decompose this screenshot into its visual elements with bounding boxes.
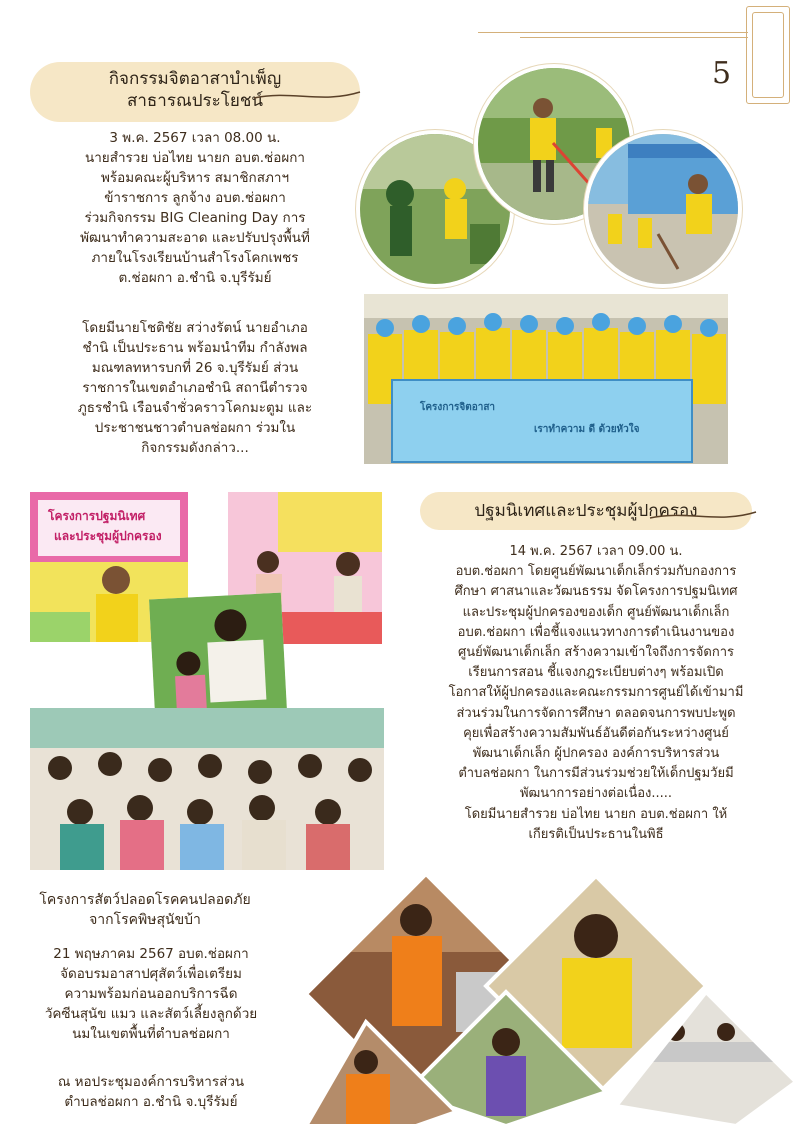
text-line: พร้อมคณะผู้บริหาร สมาชิกสภาฯ bbox=[100, 170, 290, 186]
text-line: ส่วนร่วมในการจัดการศึกษา ตลอดจนการพบปะพูด bbox=[456, 705, 736, 721]
orientation-photo-parent-child bbox=[149, 593, 287, 718]
cleaning-group-photo bbox=[364, 294, 728, 464]
text-line: วัคซีนสุนัข แมว และสัตว์เลี้ยงลูกด้วย bbox=[44, 1006, 258, 1022]
text-line: 3 พ.ค. 2567 เวลา 08.00 น. bbox=[109, 130, 281, 146]
section1-title-line2: สาธารณประโยชน์ bbox=[126, 91, 264, 111]
text-line: 14 พ.ค. 2567 เวลา 09.00 น. bbox=[509, 544, 683, 559]
text-line: ณ หอประชุมองค์การบริหารส่วน bbox=[57, 1074, 245, 1090]
top-deco-frame-inner bbox=[752, 12, 784, 98]
section2-para bbox=[400, 542, 792, 845]
section2-swoosh bbox=[648, 506, 758, 526]
text-line: โอกาสให้ผู้ปกครองและคณะกรรมการศูนย์ได้เข้ามามี bbox=[448, 685, 744, 701]
orientation-photo-parent-child-art bbox=[149, 593, 287, 718]
top-deco-line bbox=[478, 32, 748, 33]
text-line: นายสำรวย บ่อไทย นายก อบต.ช่อผกา bbox=[85, 150, 305, 166]
orientation-photo-audience bbox=[30, 708, 384, 870]
text-line: ชำนิ เป็นประธาน พร้อมนำทีม กำลังพล bbox=[82, 340, 308, 356]
section1-swoosh bbox=[252, 86, 362, 106]
section1-title-line1: กิจกรรมจิตอาสาบำเพ็ญ bbox=[108, 69, 282, 89]
top-deco-line-2 bbox=[520, 37, 748, 38]
text-line: 21 พฤษภาคม 2567 อบต.ช่อผกา bbox=[53, 946, 249, 962]
cleaning-banner-text-2: เราทำความ ดี ด้วยหัวใจ bbox=[534, 424, 640, 435]
text-line: ศึกษา ศาสนาและวัฒนธรรม จัดโครงการปฐมนิเทศ bbox=[454, 584, 738, 600]
orientation-banner-text-2: และประชุมผู้ปกครอง bbox=[54, 529, 162, 543]
text-line: ข้าราชการ ลูกจ้าง อบต.ช่อผกา bbox=[104, 190, 286, 206]
text-line: ภายในโรงเรียนบ้านสำโรงโคกเพชร bbox=[91, 250, 299, 266]
text-line: โดยมีนายสำรวย บ่อไทย นายก อบต.ช่อผกา ให้ bbox=[464, 806, 728, 822]
orientation-banner-text-1: โครงการปฐมนิเทศ bbox=[48, 509, 146, 523]
section3-para1 bbox=[6, 944, 296, 1044]
section3-para2 bbox=[6, 1072, 296, 1112]
text-line: โดยมีนายโชติชัย สว่างรัตน์ นายอำเภอ bbox=[82, 320, 308, 336]
cleaning-photo-circle-right bbox=[584, 130, 742, 288]
orientation-photo-audience-art bbox=[30, 708, 384, 870]
text-line: ความพร้อมก่อนออกบริการฉีด bbox=[64, 986, 238, 1002]
page-number: 5 bbox=[712, 56, 732, 91]
section3-title-line2: จากโรคพิษสุนัขบ้า bbox=[89, 912, 201, 928]
section3-title bbox=[10, 890, 280, 930]
text-line: ประชาชนชาวตำบลช่อผกา ร่วมใน bbox=[94, 420, 296, 436]
text-line: ตำบลช่อผกา ในการมีส่วนร่วมช่วยให้เด็กปฐมวัยมี bbox=[458, 766, 734, 782]
cleaning-photo-right-art bbox=[588, 134, 738, 284]
cleaning-banner-text-1: โครงการจิตอาสา bbox=[420, 402, 496, 413]
text-line: ภูธรชำนิ เรือนจำชั่วคราวโคกมะตูม และ bbox=[77, 400, 313, 416]
text-line: คุยเพื่อสร้างความสัมพันธ์อันดีต่อกันระหว่างศูนย์ bbox=[463, 725, 729, 741]
text-line: และประชุมผู้ปกครองของเด็ก ศูนย์พัฒนาเด็กเล็ก bbox=[462, 604, 730, 620]
section1-para2 bbox=[30, 318, 360, 458]
text-line: เกียรติเป็นประธานในพิธี bbox=[528, 826, 664, 842]
text-line: มณฑลทหารบกที่ 26 จ.บุรีรัมย์ ส่วน bbox=[91, 360, 299, 376]
text-line: พัฒนาการอย่างต่อเนื่อง..... bbox=[519, 786, 673, 802]
text-line: นมในเขตพื้นที่ตำบลช่อผกา bbox=[72, 1026, 230, 1042]
text-line: พัฒนาทำความสะอาด และปรับปรุงพื้นที่ bbox=[80, 230, 310, 246]
text-line: อบต.ช่อผกา เพื่อชี้แจงแนวทางการดำเนินงานของ bbox=[457, 624, 735, 640]
text-line: พัฒนาเด็กเล็ก ผู้ปกครอง องค์การบริหารส่วน bbox=[472, 746, 720, 762]
text-line: กิจกรรมดังกล่าว... bbox=[141, 440, 249, 456]
text-line: ต.ช่อผกา อ.ชำนิ จ.บุรีรัมย์ bbox=[118, 270, 272, 286]
section2-title: ปฐมนิเทศและประชุมผู้ปกครอง bbox=[474, 501, 698, 521]
text-line: ราชการในเขตอำเภอชำนิ สถานีตำรวจ bbox=[82, 380, 308, 396]
text-line: ร่วมกิจกรรม BIG Cleaning Day การ bbox=[84, 210, 306, 226]
text-line: เรียนการสอน ชี้แจงกฎระเบียบต่างๆ พร้อมเปิด bbox=[468, 665, 724, 681]
cleaning-group-photo-art bbox=[364, 294, 728, 464]
section3-title-line1: โครงการสัตว์ปลอดโรคคนปลอดภัย bbox=[39, 892, 251, 908]
text-line: อบต.ช่อผกา โดยศูนย์พัฒนาเด็กเล็กร่วมกับกองการ bbox=[455, 564, 737, 580]
text-line: จัดอบรมอาสาปศุสัตว์เพื่อเตรียม bbox=[60, 966, 242, 982]
section1-para1 bbox=[30, 128, 360, 288]
text-line: ตำบลช่อผกา อ.ชำนิ จ.บุรีรัมย์ bbox=[64, 1094, 238, 1110]
text-line: ศูนย์พัฒนาเด็กเล็ก สร้างความเข้าใจถึงการจัดการ bbox=[457, 645, 735, 661]
rabies-photo-collage bbox=[306, 872, 796, 1126]
